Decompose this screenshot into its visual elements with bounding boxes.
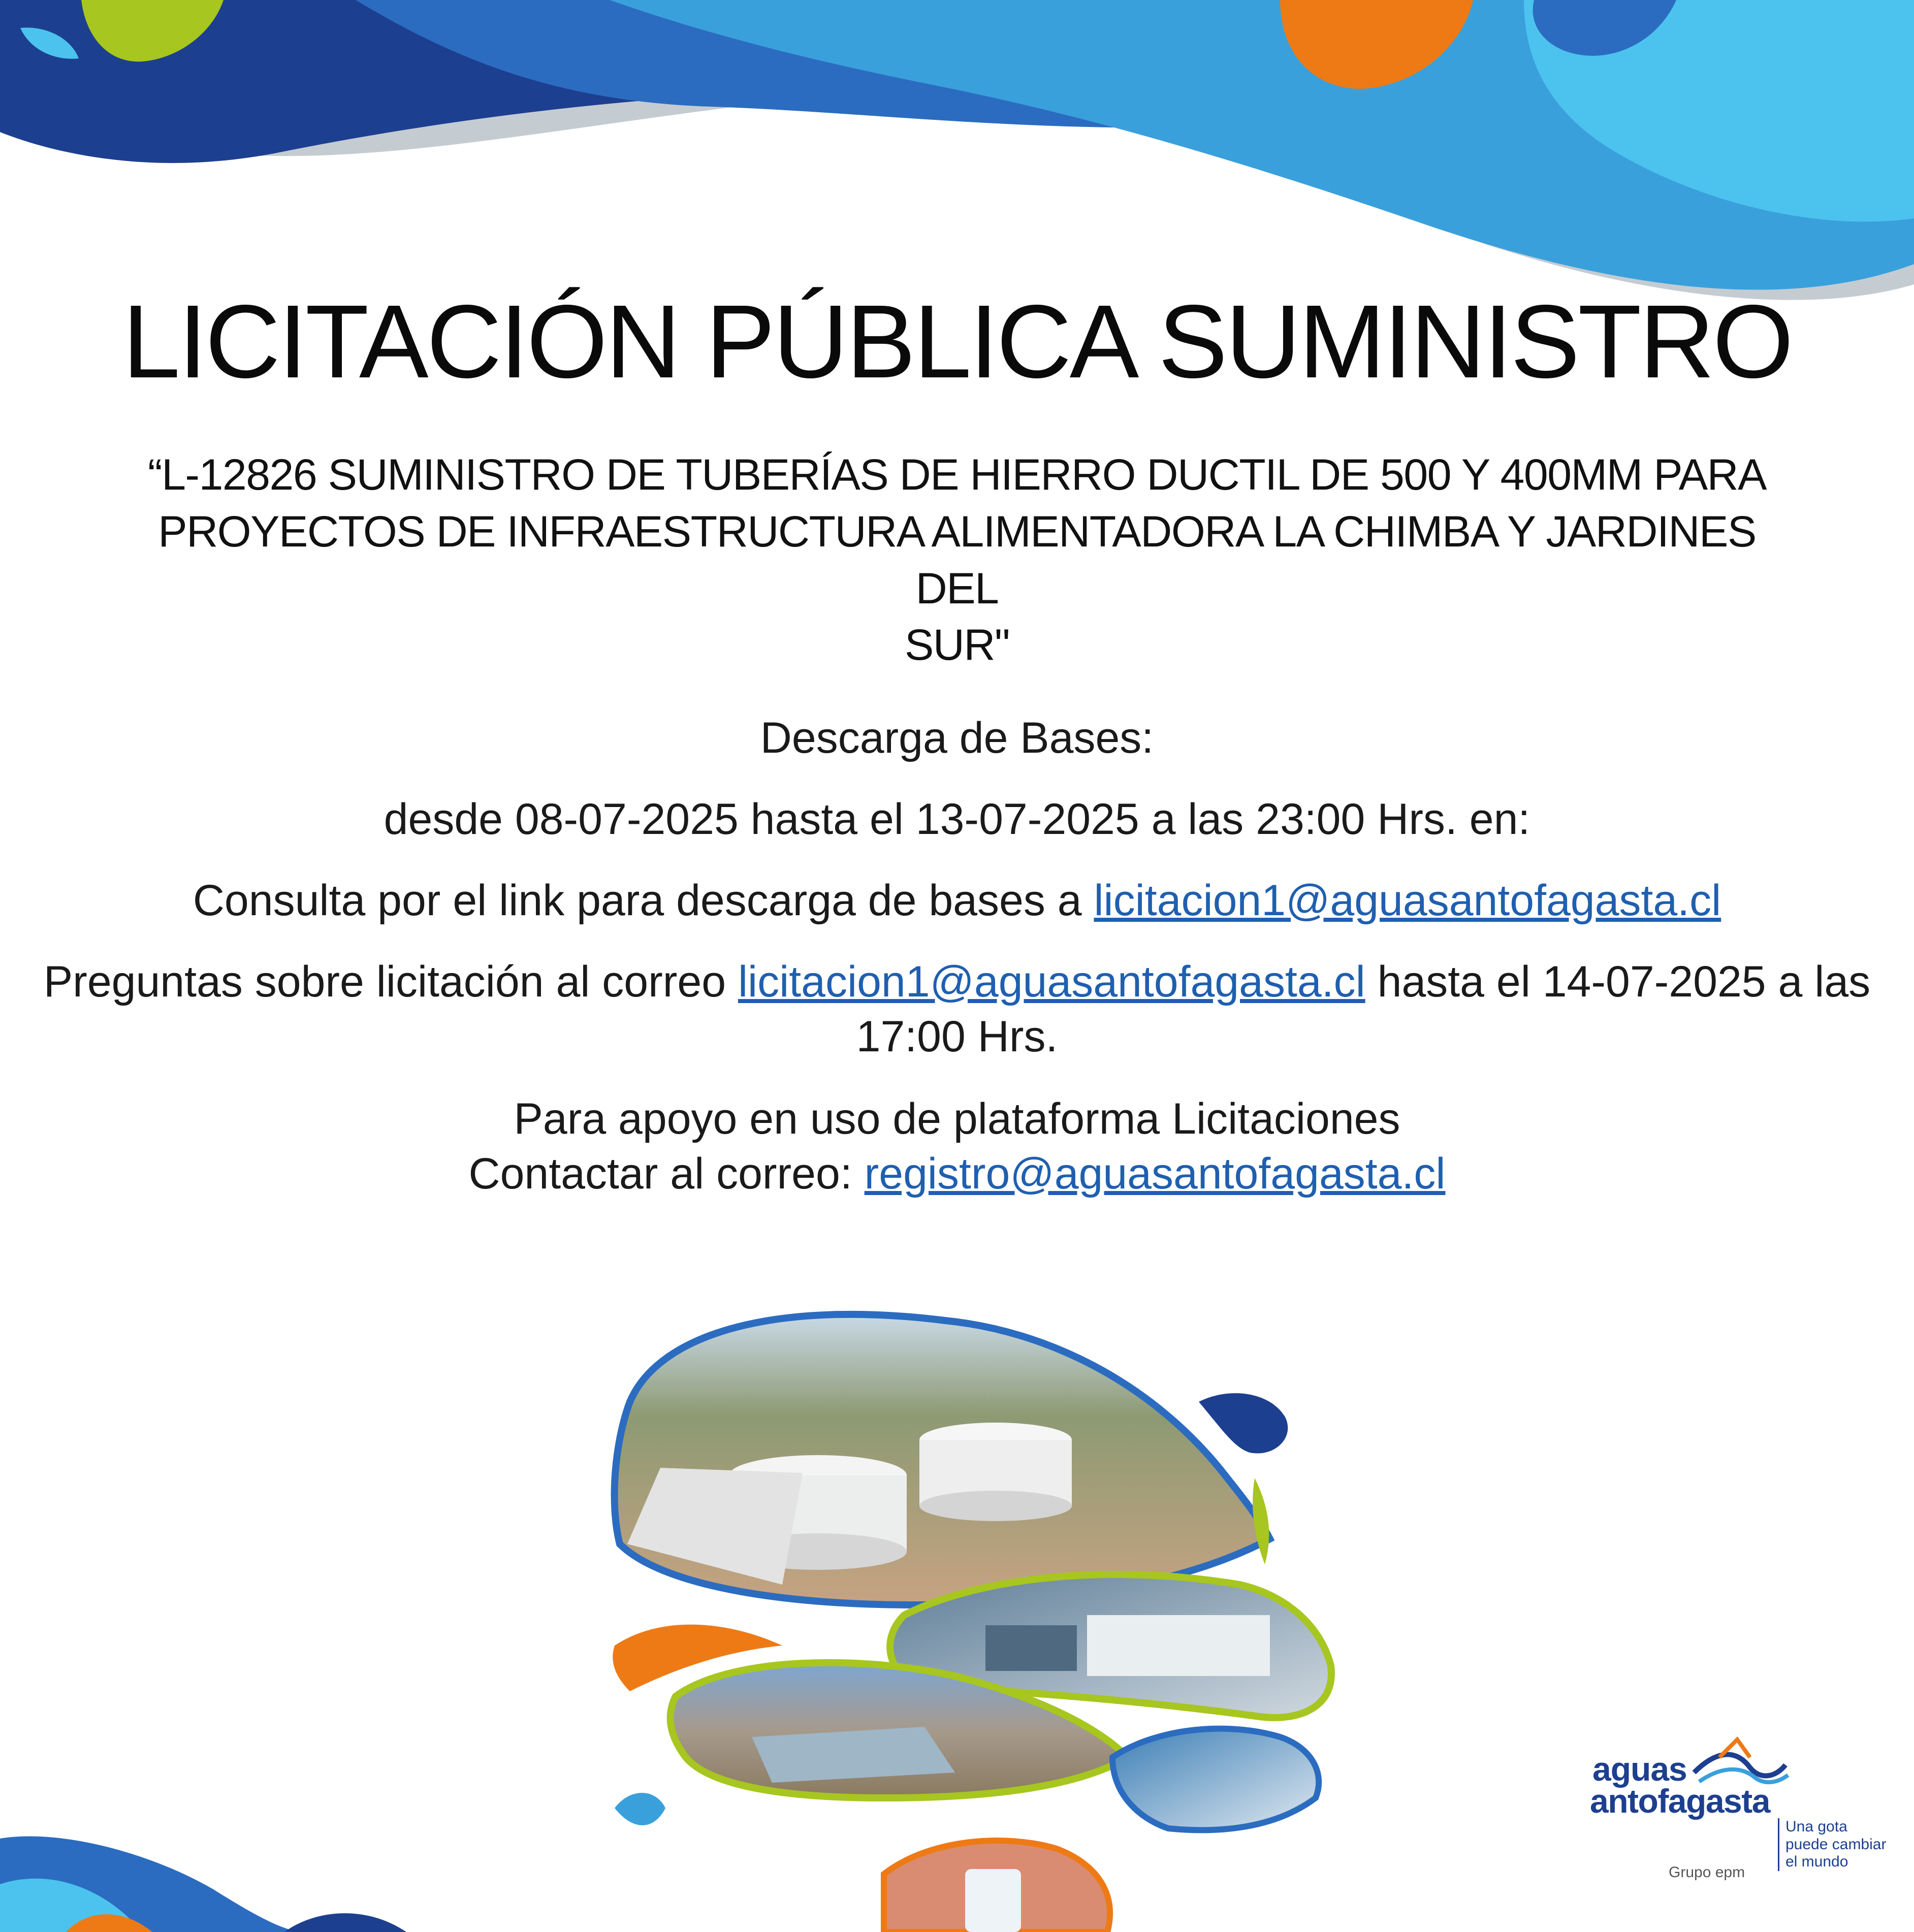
support-line-2 bbox=[0, 1147, 1914, 1202]
logo-group-name: Grupo epm bbox=[1669, 1864, 1745, 1881]
questions-line-1 bbox=[0, 955, 1914, 1010]
logo-tagline-line-3: el mundo bbox=[1785, 1853, 1848, 1870]
questions-email-link[interactable]: licitacion1@aguasantofagasta.cl bbox=[738, 957, 1365, 1006]
questions-block bbox=[0, 955, 1914, 1064]
consult-email-link[interactable]: licitacion1@aguasantofagasta.cl bbox=[1094, 876, 1721, 925]
logo-tagline-line-2: puede cambiar bbox=[1785, 1836, 1887, 1853]
logo-brand-line-2: antofagasta bbox=[1590, 1782, 1770, 1820]
logo-tagline bbox=[1778, 1818, 1886, 1871]
bases-heading: Descarga de Bases: bbox=[760, 714, 1154, 762]
consult-text: Consulta por el link para descarga de bases a bbox=[193, 876, 1094, 925]
tender-subtitle bbox=[127, 447, 1787, 674]
bases-dates: desde 08-07-2025 hasta el 13-07-2025 a las 23:00 Hrs. en: bbox=[384, 795, 1530, 844]
support-line-1: Para apoyo en uso de plataforma Licitaciones bbox=[514, 1094, 1400, 1143]
questions-line-2: 17:00 Hrs. bbox=[856, 1012, 1058, 1061]
questions-text: Preguntas sobre licitación al correo bbox=[43, 957, 738, 1006]
company-logo bbox=[1575, 1737, 1900, 1930]
logo-tagline-line-1: Una gota bbox=[1785, 1818, 1847, 1835]
support-block bbox=[0, 1092, 1914, 1201]
page-title: LICITACIÓN PÚBLICA SUMINISTRO bbox=[122, 283, 1792, 400]
logo-brand-line-1: aguas bbox=[1592, 1750, 1687, 1788]
questions-deadline: hasta el 14-07-2025 a las bbox=[1365, 957, 1871, 1006]
support-email-link[interactable]: registro@aguasantofagasta.cl bbox=[864, 1149, 1446, 1198]
support-text: Contactar al correo: bbox=[468, 1149, 865, 1198]
subtitle-line-2: PROYECTOS DE INFRAESTRUCTURA ALIMENTADORA LA CHIMBA Y JARDINES DEL bbox=[158, 507, 1756, 613]
subtitle-line-1: “L-12826 SUMINISTRO DE TUBERÍAS DE HIERRO DUCTIL DE 500 Y 400MM PARA bbox=[147, 450, 1767, 499]
subtitle-line-3: SUR" bbox=[904, 621, 1010, 670]
consult-line bbox=[0, 874, 1914, 928]
logo-wave-icon bbox=[1689, 1737, 1791, 1788]
